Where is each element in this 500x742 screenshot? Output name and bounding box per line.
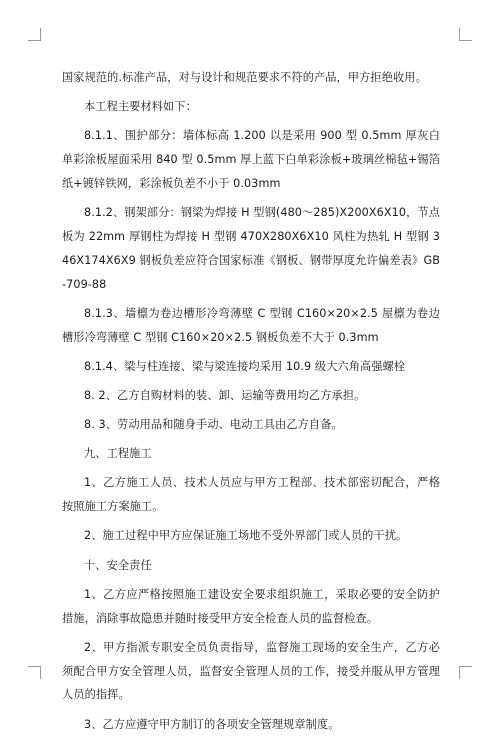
paragraph-14: 2、甲方指派专职安全员负责指导，监督施工现场的安全生产，乙方必须配合甲方安全管理人员，监督安全管理人员的工作，接受并服从甲方管理人员的指挥。 (62, 640, 440, 702)
section-heading-10: 十、安全责任 (84, 558, 152, 572)
paragraph-3: 8.1.1、围护部分：墙体标高 1.200 以是采用 900 型 0.5mm 厚灰白单彩涂板屋面采用 840 型 0.5mm 厚上蓝下白单彩涂板+玻璃丝棉毡+锡箔纸+镀锌铁网，彩涂板负差不小于 0.03mm (62, 129, 440, 190)
paragraph-7: 8. 2、乙方自购材料的装、卸、运输等费用均乙方承担。 (84, 388, 366, 402)
paragraph-15: 3、乙方应遵守甲方制订的各项安全管理规章制度。 (84, 717, 340, 731)
crop-mark-bottom-right (459, 666, 472, 679)
paragraph-2: 本工程主要材料如下： (84, 100, 197, 114)
paragraph-10: 1、乙方施工人员、技术人员应与甲方工程部、技术部密切配合，严格按照施工方案施工。 (62, 476, 440, 514)
paragraph-5: 8.1.3、墙檩为卷边槽形冷弯薄壁 C 型钢 C160×20×2.5 屋檩为卷边槽形冷弯薄壁 C 型钢 C160×20×2.5 钢板负差不大于 0.3mm (62, 306, 440, 344)
section-heading-9: 九、工程施工 (84, 447, 152, 461)
crop-mark-top-left (28, 28, 41, 41)
paragraph-6: 8.1.4、梁与柱连接、梁与梁连接均采用 10.9 级大六角高强螺栓 (84, 359, 406, 373)
paragraph-11: 2、施工过程中甲方应保证施工场地不受外界部门或人员的干扰。 (84, 529, 408, 543)
paragraph-13: 1、乙方应严格按照施工建设安全要求组织施工，采取必要的安全防护措施，消除事故隐患并随时接受甲方安全检查人员的监督检查。 (62, 587, 440, 625)
paragraph-4: 8.1.2、钢架部分：钢梁为焊接 H 型钢(480～285)X200X6X10，节点板为 22mm 厚钢柱为焊接 H 型钢 470X280X6X10 风柱为热轧 H 型钢 346X174X6X9 钢板负差应符合国家标准《钢板、钢带厚度允许偏差表》GB-709-88 (62, 206, 440, 291)
paragraph-1: 国家规范的.标准产品，对与设计和规范要求不符的产品，甲方拒绝收用。 (62, 71, 427, 84)
document-body (62, 66, 440, 742)
crop-mark-top-right (459, 28, 472, 41)
paragraph-8: 8. 3、劳动用品和随身手动、电动工具由乙方自备。 (84, 418, 343, 432)
crop-mark-bottom-left (28, 666, 41, 679)
